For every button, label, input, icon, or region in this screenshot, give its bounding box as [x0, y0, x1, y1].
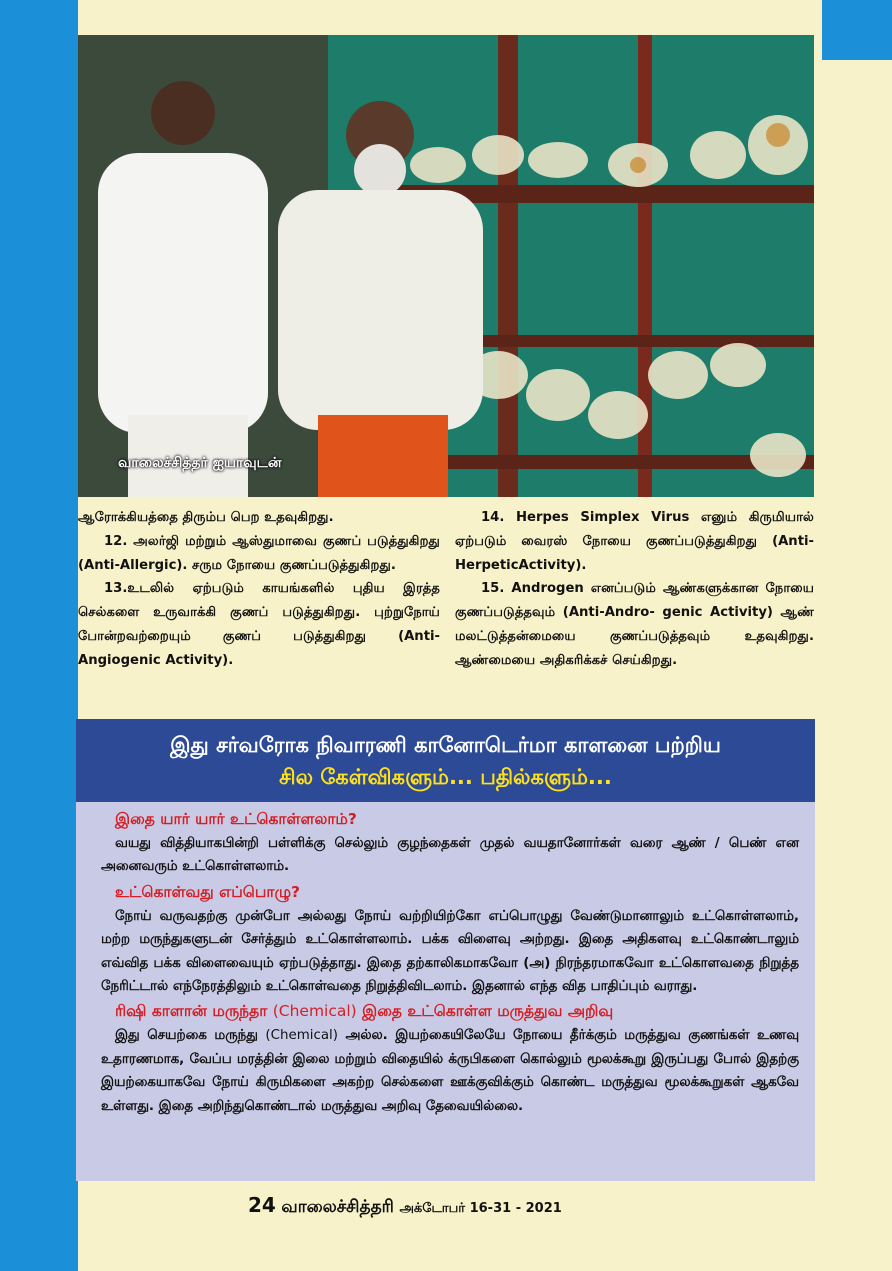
right-blue-corner	[822, 0, 892, 60]
qa-heading	[76, 719, 815, 802]
left-column	[78, 506, 440, 673]
answer-2: நோய் வருவதற்கு முன்போ அல்லது நோய் வற்றியிற்கோ எப்பொழுது வேண்டுமானாலும் உட்கொள்ளலாம், மற்ற மருந்துகளுடன் சேர்த்தும் உட்கொள்ளலாம். பக்க விளைவு அற்றது. இதை அதிகளவு உட்கொண்டாலும் எவ்வித பக்க விளைவையும் ஏற்படுத்தாது. இதை தற்காலிகமாகவோ (அ) நிரந்தரமாகவோ உட்கொளவதை நிறுத்த நேரிட்டால் எந்நேரத்திலும் உட்கொள்வதை நிறுத்திவிடலாம். இதனால் எந்த வித பாதிப்பும் வராது.	[101, 908, 799, 995]
question-2: உட்கொள்வது எப்பொழு?	[115, 882, 301, 901]
issue-date: அக்டோபர் 16-31 - 2021	[399, 1201, 562, 1216]
left-paragraph-3: 13.உடலில் ஏற்படும் காயங்களில் புதிய இரத்த செல்களை உருவாக்கி குணப் படுத்துகிறது. புற்றுநோய் போன்றவற்றையும் குணப் படுத்துகிறது (Anti-Angiogenic Activity).	[78, 581, 440, 668]
question-3	[101, 998, 799, 1024]
answer-1: வயது வித்தியாகபின்றி பள்ளிக்கு செல்லும் குழந்தைகள் முதல் வயதானோர்கள் வரை ஆண் / பெண் என அனைவரும் உட்கொள்ளலாம்.	[101, 836, 799, 875]
right-paragraph-1: 14. Herpes Simplex Virus எனும் கிருமியால் ஏற்படும் வைரஸ் நோயை குணப்படுத்துகிறது (Anti-HerpeticActivity).	[455, 510, 814, 573]
answer-3	[101, 1024, 799, 1118]
qa-heading-line2: சில கேள்விகளும்... பதில்களும்...	[279, 765, 612, 789]
magazine-name: வாலைச்சித்தரி	[281, 1197, 394, 1217]
answer-3-part1: இது செயற்கை மருந்து	[115, 1028, 266, 1044]
answer-3-part3: அல்ல. இயற்கையிலேயே நோயை தீர்க்கும் மருத்துவ குணங்கள் உணவு உதாரணமாக, வேப்ப மரத்தின் இலை மற்றும் விதையில் க்ருபிகளை கொல்லும் மூலக்கூறு இருப்பது போல் இதற்கு இயற்கையாகவே நோய் கிருமிகளை அகற்ற செல்களை ஊக்குவிக்கும் கொண்ட மருத்துவ மூலக்கூறுகள் ஆகவே உள்ளது. இதை அறிந்துகொண்டால் மருத்துவ அறிவு தேவையில்லை.	[101, 1028, 800, 1114]
qa-body	[76, 802, 815, 1118]
question-1: இதை யார் யார் உட்கொள்ளலாம்?	[115, 810, 357, 828]
question-3-part2: (Chemical)	[272, 1002, 357, 1021]
question-3-part3: இதை உட்கொள்ள மருத்துவ அறிவு	[356, 1002, 614, 1021]
left-paragraph-2: 12. அலர்ஜி மற்றும் ஆஸ்துமாவை குணப் படுத்துகிறது (Anti-Allergic). சரும நோயை குணப்படுத்துகிறது.	[78, 533, 440, 573]
qa-heading-line1: இது சர்வரோக நிவாரணி கானோடெர்மா காளனை பற்றிய	[170, 733, 721, 757]
question-3-part1: ரிஷி காளான் மருந்தா	[115, 1002, 273, 1021]
right-paragraph-2: 15. Androgen எனப்படும் ஆண்களுக்கான நோயை குணப்படுத்தவும் (Anti-Andro- genic Activity) ஆண் மலட்டுத்தன்மையை குணப்படுத்தவும் உதவுகிறது. ஆண்மையை அதிகரிக்கச் செய்கிறது.	[455, 581, 814, 668]
answer-3-part2: (Chemical)	[265, 1028, 338, 1044]
photo-caption: வாலைச்சித்தர் ஐயாவுடன்	[118, 455, 282, 471]
article-columns	[78, 506, 814, 706]
left-paragraph-1: ஆரோக்கியத்தை திரும்ப பெற உதவுகிறது.	[78, 510, 334, 525]
right-column	[455, 506, 814, 673]
photo-illustration	[78, 35, 814, 497]
left-blue-margin	[0, 0, 78, 1271]
qa-box	[76, 719, 815, 1181]
page-footer	[248, 1193, 668, 1223]
photo	[78, 35, 814, 497]
page-number: 24	[248, 1193, 276, 1217]
